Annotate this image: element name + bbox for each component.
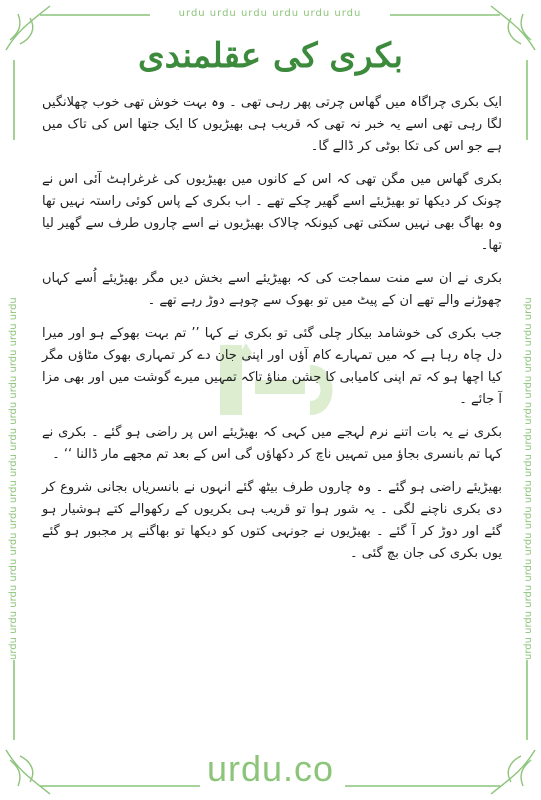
left-border-text: urdu urdu urdu urdu urdu urdu urdu urdu urdu urdu urdu urdu urdu urdu bbox=[8, 297, 19, 660]
paragraph: بکری گھاس میں مگن تھی کہ اس کے کانوں میں بھیڑیوں کی غرغراہٹ آئی اس نے چونک کر دیکھا تو بھیڑیئے اسے گھیر چکے تھے ۔ اب بکری کے پاس کوئی راستہ نہیں تھا وہ بھاگ بھی نہیں سکتی تھی کیونکہ چالاک بھیڑیوں نے اسے چاروں طرف سے گھیر لیا تھا۔ bbox=[42, 172, 502, 253]
right-border-text: urdu urdu urdu urdu urdu urdu urdu urdu urdu urdu urdu urdu urdu urdu bbox=[523, 297, 534, 660]
paragraph: جب بکری کی خوشامد بیکار چلی گئی تو بکری نے کہا ’’ تم بہت بھوکے ہو اور میرا دل چاہ رہا ہے کہ میں تمہارے کام آؤں اور اپنی جان دے کر تمہاری بھوک مٹاؤں مگر کیا اچھا ہو کہ تم اپنی کامیابی کا جشن مناؤ تاکہ تمہیں میرے گوشت میں اور بھی مزا آ جائے ۔ bbox=[42, 326, 502, 407]
paragraph: بکری نے یہ بات اتنے نرم لہجے میں کہی کہ بھیڑیئے اس پر راضی ہو گئے ۔ بکری نے کہا تم بانسری بجاؤ میں تمہیں ناچ کر دکھاؤں گی اس کے بعد تم مجھے مار ڈالنا ‘‘ ۔ bbox=[42, 425, 502, 462]
paragraph: ایک بکری چراگاہ میں گھاس چرتی پھر رہی تھی ۔ وہ بہت خوش تھی خوب چھلانگیں لگا رہی تھی اسے یہ خبر نہ تھی کہ قریب ہی بھیڑیوں کا ایک جتھا اس کی تاک میں ہے جو اس کی تکا بوٹی کر ڈالے گا۔ bbox=[42, 95, 502, 154]
paragraph: بھیڑیئے راضی ہو گئے ۔ وہ چاروں طرف بیٹھ گئے انہوں نے بانسریاں بجانی شروع کر دی بکری ناچنے لگی ۔ یہ شور ہوا تو قریب ہی بکریوں کے رکھوالے کتے ہوشیار ہو گئے اور دوڑ کر آ گئے ۔ بھیڑیوں نے جونہی کتوں کو دیکھا تو بھاگنے پر مجبور ہو گئے یوں بکری کی جان بچ گئی ۔ bbox=[42, 480, 502, 561]
paragraph: بکری نے ان سے منت سماجت کی کہ بھیڑیئے اسے بخش دیں مگر بھیڑیئے اُسے کہاں چھوڑنے والے تھے ان کے پیٹ میں تو بھوک سے چوہے دوڑ رہے تھے ۔ bbox=[42, 271, 502, 308]
story-body bbox=[42, 92, 502, 576]
site-footer[interactable]: urdu.co bbox=[206, 748, 335, 789]
page-title: بکری کی عقلمندی bbox=[138, 36, 403, 76]
top-border-text: urdu urdu urdu urdu urdu urdu bbox=[178, 8, 362, 19]
